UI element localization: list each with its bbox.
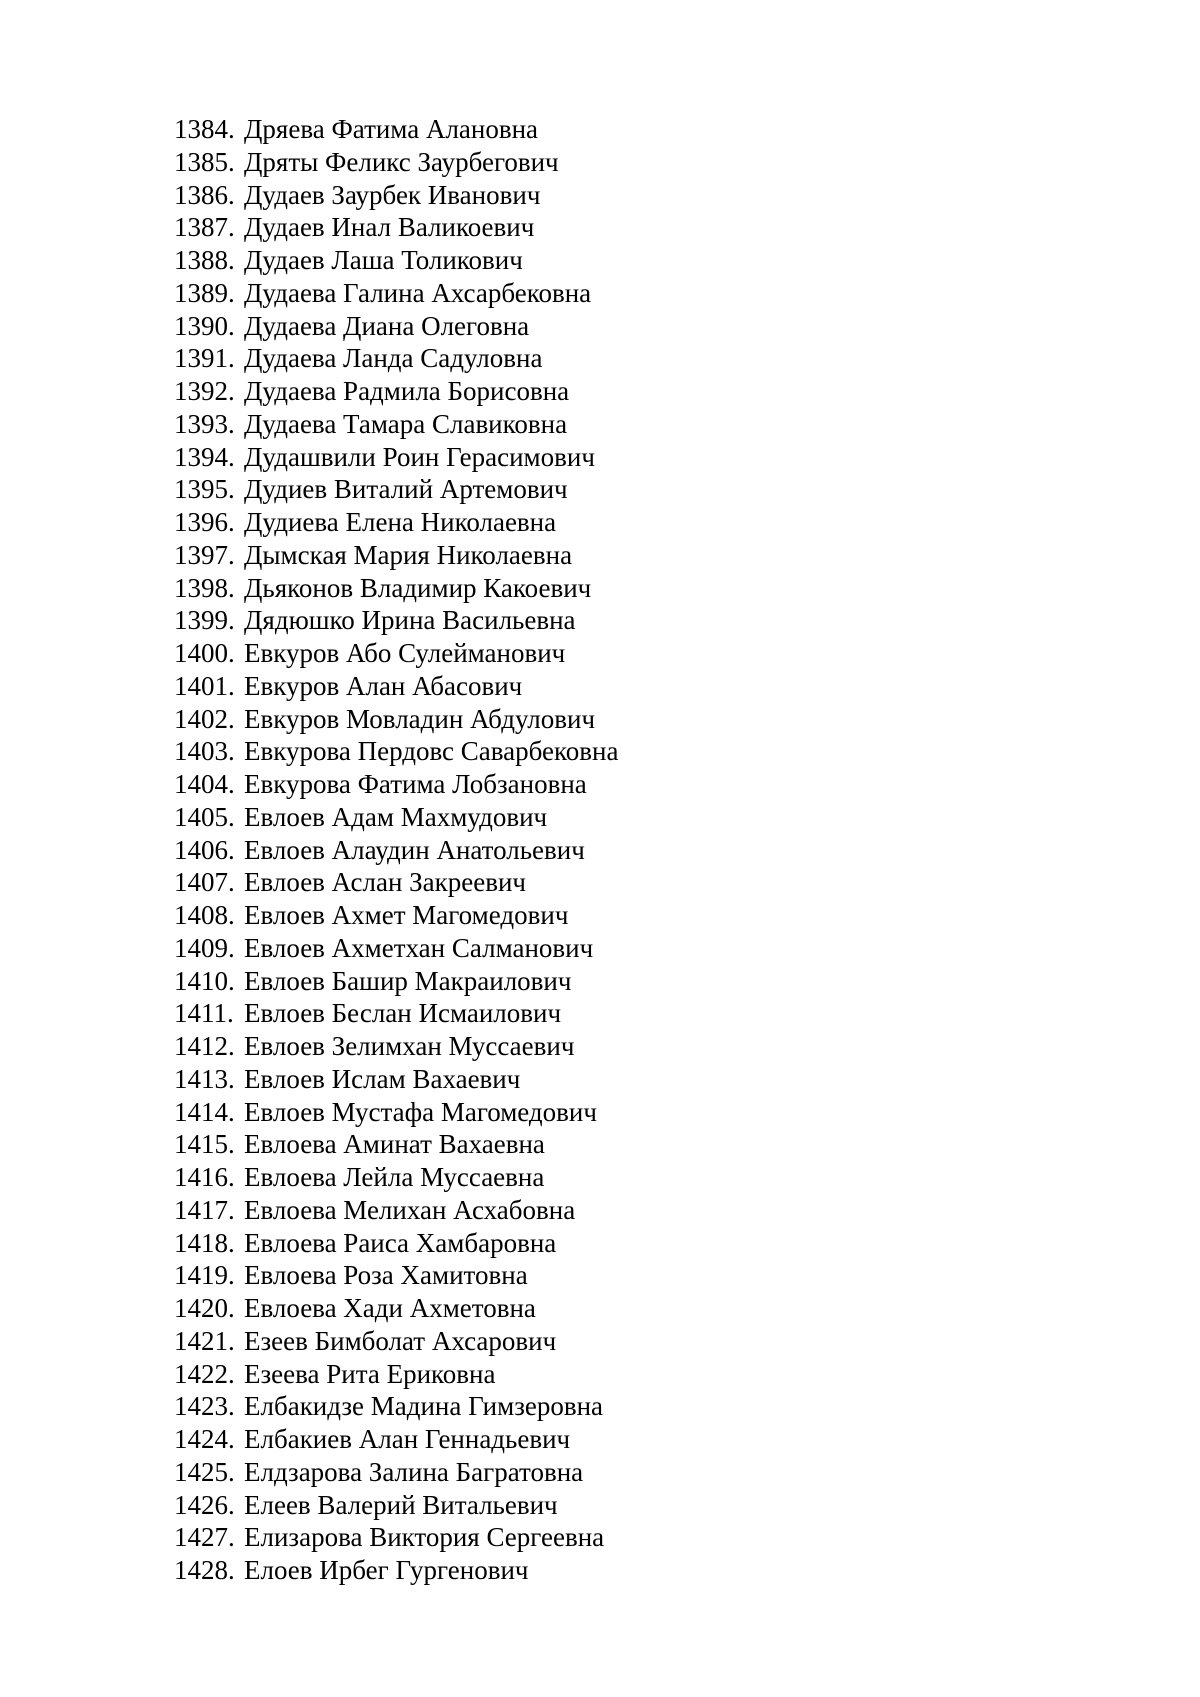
list-item <box>174 1325 618 1358</box>
entry-name: Дудаева Диана Олеговна <box>244 310 530 341</box>
entry-name: Дудаева Радмила Борисовна <box>244 376 570 406</box>
entry-number: 1402. <box>174 703 235 734</box>
list-item <box>174 1554 618 1587</box>
list-item <box>174 1292 618 1325</box>
entry-name: Евлоева Аминат Вахаевна <box>244 1129 545 1160</box>
entry-number: 1425. <box>174 1456 235 1487</box>
entry-number: 1416. <box>174 1162 235 1192</box>
entry-name: Евкуров Мовладин Абдулович <box>244 703 596 734</box>
entry-number: 1385. <box>174 146 235 177</box>
entry-name: Елбакидзе Мадина Гимзеровна <box>244 1391 604 1422</box>
entry-name: Дьяконов Владимир Какоевич <box>244 572 592 603</box>
entry-number: 1413. <box>174 1063 235 1094</box>
list-item <box>174 965 618 998</box>
entry-number: 1403. <box>174 736 235 767</box>
entry-name: Евлоева Роза Хамитовна <box>244 1260 528 1291</box>
list-item <box>174 801 618 834</box>
entry-number: 1392. <box>174 376 235 406</box>
entry-name: Евкуров Або Сулейманович <box>244 638 566 668</box>
list-item <box>174 1194 618 1227</box>
entry-number: 1421. <box>174 1325 235 1356</box>
entry-name: Евлоев Ислам Вахаевич <box>244 1063 521 1094</box>
entry-number: 1412. <box>174 1031 235 1061</box>
name-list <box>174 113 618 1587</box>
entry-name: Дядюшко Ирина Васильевна <box>244 605 576 636</box>
entry-number: 1420. <box>174 1293 235 1323</box>
entry-name: Дудаев Лаша Толикович <box>244 245 523 275</box>
entry-name: Дряты Феликс Заурбегович <box>244 146 559 177</box>
list-item <box>174 1423 618 1456</box>
entry-number: 1427. <box>174 1522 235 1553</box>
entry-number: 1426. <box>174 1489 235 1520</box>
entry-name: Елоев Ирбег Гургенович <box>244 1555 529 1585</box>
list-item <box>174 572 618 605</box>
entry-number: 1414. <box>174 1096 235 1127</box>
entry-name: Евлоев Башир Макраилович <box>244 965 572 996</box>
entry-number: 1411. <box>174 998 234 1029</box>
entry-name: Евлоева Хади Ахметовна <box>244 1293 536 1323</box>
list-item <box>174 146 618 179</box>
entry-name: Евкурова Пердовс Саварбековна <box>244 736 619 767</box>
list-item <box>174 1128 618 1161</box>
list-item <box>174 473 618 506</box>
list-item <box>174 375 618 408</box>
entry-number: 1397. <box>174 539 235 570</box>
list-item <box>174 997 618 1030</box>
entry-number: 1409. <box>174 932 235 963</box>
list-item <box>174 310 618 343</box>
entry-name: Евлоев Беслан Исмаилович <box>244 998 562 1029</box>
list-item <box>174 1030 618 1063</box>
entry-name: Дудаева Ланда Садуловна <box>244 343 543 374</box>
entry-number: 1428. <box>174 1555 235 1585</box>
entry-number: 1408. <box>174 900 235 930</box>
list-item <box>174 179 618 212</box>
entry-number: 1401. <box>174 670 235 701</box>
entry-number: 1391. <box>174 343 235 374</box>
entry-name: Елеев Валерий Витальевич <box>244 1489 558 1520</box>
entry-name: Дряева Фатима Алановна <box>244 114 539 144</box>
list-item <box>174 441 618 474</box>
list-item <box>174 1227 618 1260</box>
entry-name: Евлоев Аслан Закреевич <box>244 867 527 898</box>
entry-number: 1407. <box>174 867 235 898</box>
entry-number: 1415. <box>174 1129 235 1160</box>
entry-number: 1386. <box>174 179 235 210</box>
list-item <box>174 1063 618 1096</box>
entry-name: Евкуров Алан Абасович <box>244 670 523 701</box>
entry-number: 1393. <box>174 408 235 439</box>
entry-number: 1387. <box>174 212 235 243</box>
list-item <box>174 1456 618 1489</box>
entry-name: Евлоев Ахметхан Салманович <box>244 932 594 963</box>
entry-number: 1417. <box>174 1194 235 1225</box>
list-item <box>174 1358 618 1391</box>
list-item <box>174 1259 618 1292</box>
list-item <box>174 866 618 899</box>
entry-name: Евлоев Адам Махмудович <box>244 801 548 832</box>
list-item <box>174 768 618 801</box>
list-item <box>174 735 618 768</box>
list-item <box>174 670 618 703</box>
entry-name: Евлоева Раиса Хамбаровна <box>244 1227 557 1258</box>
entry-number: 1423. <box>174 1391 235 1422</box>
list-item <box>174 834 618 867</box>
list-item <box>174 1161 618 1194</box>
entry-number: 1405. <box>174 801 235 832</box>
entry-name: Дудиев Виталий Артемович <box>244 474 568 505</box>
entry-number: 1398. <box>174 572 235 603</box>
list-item <box>174 1390 618 1423</box>
list-item <box>174 604 618 637</box>
list-item <box>174 277 618 310</box>
entry-number: 1400. <box>174 638 235 668</box>
list-item <box>174 244 618 277</box>
entry-name: Елбакиев Алан Геннадьевич <box>244 1424 571 1454</box>
entry-name: Евлоев Ахмет Магомедович <box>244 900 569 930</box>
entry-name: Дудашвили Роин Герасимович <box>244 441 595 472</box>
list-item <box>174 899 618 932</box>
list-item <box>174 113 618 146</box>
entry-number: 1394. <box>174 441 235 472</box>
entry-name: Елдзарова Залина Багратовна <box>244 1456 584 1487</box>
entry-number: 1396. <box>174 507 235 537</box>
entry-name: Евлоев Зелимхан Муссаевич <box>244 1031 575 1061</box>
list-item <box>174 1096 618 1129</box>
entry-number: 1422. <box>174 1358 235 1389</box>
entry-name: Евлоева Лейла Муссаевна <box>244 1162 545 1192</box>
list-item <box>174 342 618 375</box>
entry-name: Елизарова Виктория Сергеевна <box>244 1522 605 1553</box>
entry-number: 1389. <box>174 277 235 308</box>
entry-number: 1410. <box>174 965 235 996</box>
entry-number: 1418. <box>174 1227 235 1258</box>
entry-name: Дудаев Заурбек Иванович <box>244 179 541 210</box>
list-item <box>174 211 618 244</box>
entry-name: Дудаева Тамара Славиковна <box>244 408 568 439</box>
entry-number: 1384. <box>174 114 235 144</box>
entry-name: Езеев Бимболат Ахсарович <box>244 1325 557 1356</box>
entry-number: 1419. <box>174 1260 235 1291</box>
list-item <box>174 1521 618 1554</box>
entry-number: 1388. <box>174 245 235 275</box>
list-item <box>174 703 618 736</box>
entry-name: Дудаева Галина Ахсарбековна <box>244 277 592 308</box>
list-item <box>174 1489 618 1522</box>
entry-name: Евлоев Мустафа Магомедович <box>244 1096 597 1127</box>
entry-number: 1390. <box>174 310 235 341</box>
entry-name: Дудаев Инал Валикоевич <box>244 212 535 243</box>
entry-number: 1399. <box>174 605 235 636</box>
entry-name: Евлоев Алаудин Анатольевич <box>244 834 585 865</box>
entry-number: 1404. <box>174 769 235 799</box>
entry-name: Дымская Мария Николаевна <box>244 539 573 570</box>
entry-name: Езеева Рита Ериковна <box>244 1358 496 1389</box>
entry-number: 1406. <box>174 834 235 865</box>
entry-name: Евлоева Мелихан Асхабовна <box>244 1194 576 1225</box>
entry-number: 1424. <box>174 1424 235 1454</box>
list-item <box>174 408 618 441</box>
list-item <box>174 637 618 670</box>
entry-name: Евкурова Фатима Лобзановна <box>244 769 587 799</box>
list-item <box>174 506 618 539</box>
entry-name: Дудиева Елена Николаевна <box>244 507 557 537</box>
list-item <box>174 539 618 572</box>
list-item <box>174 932 618 965</box>
entry-number: 1395. <box>174 474 235 505</box>
